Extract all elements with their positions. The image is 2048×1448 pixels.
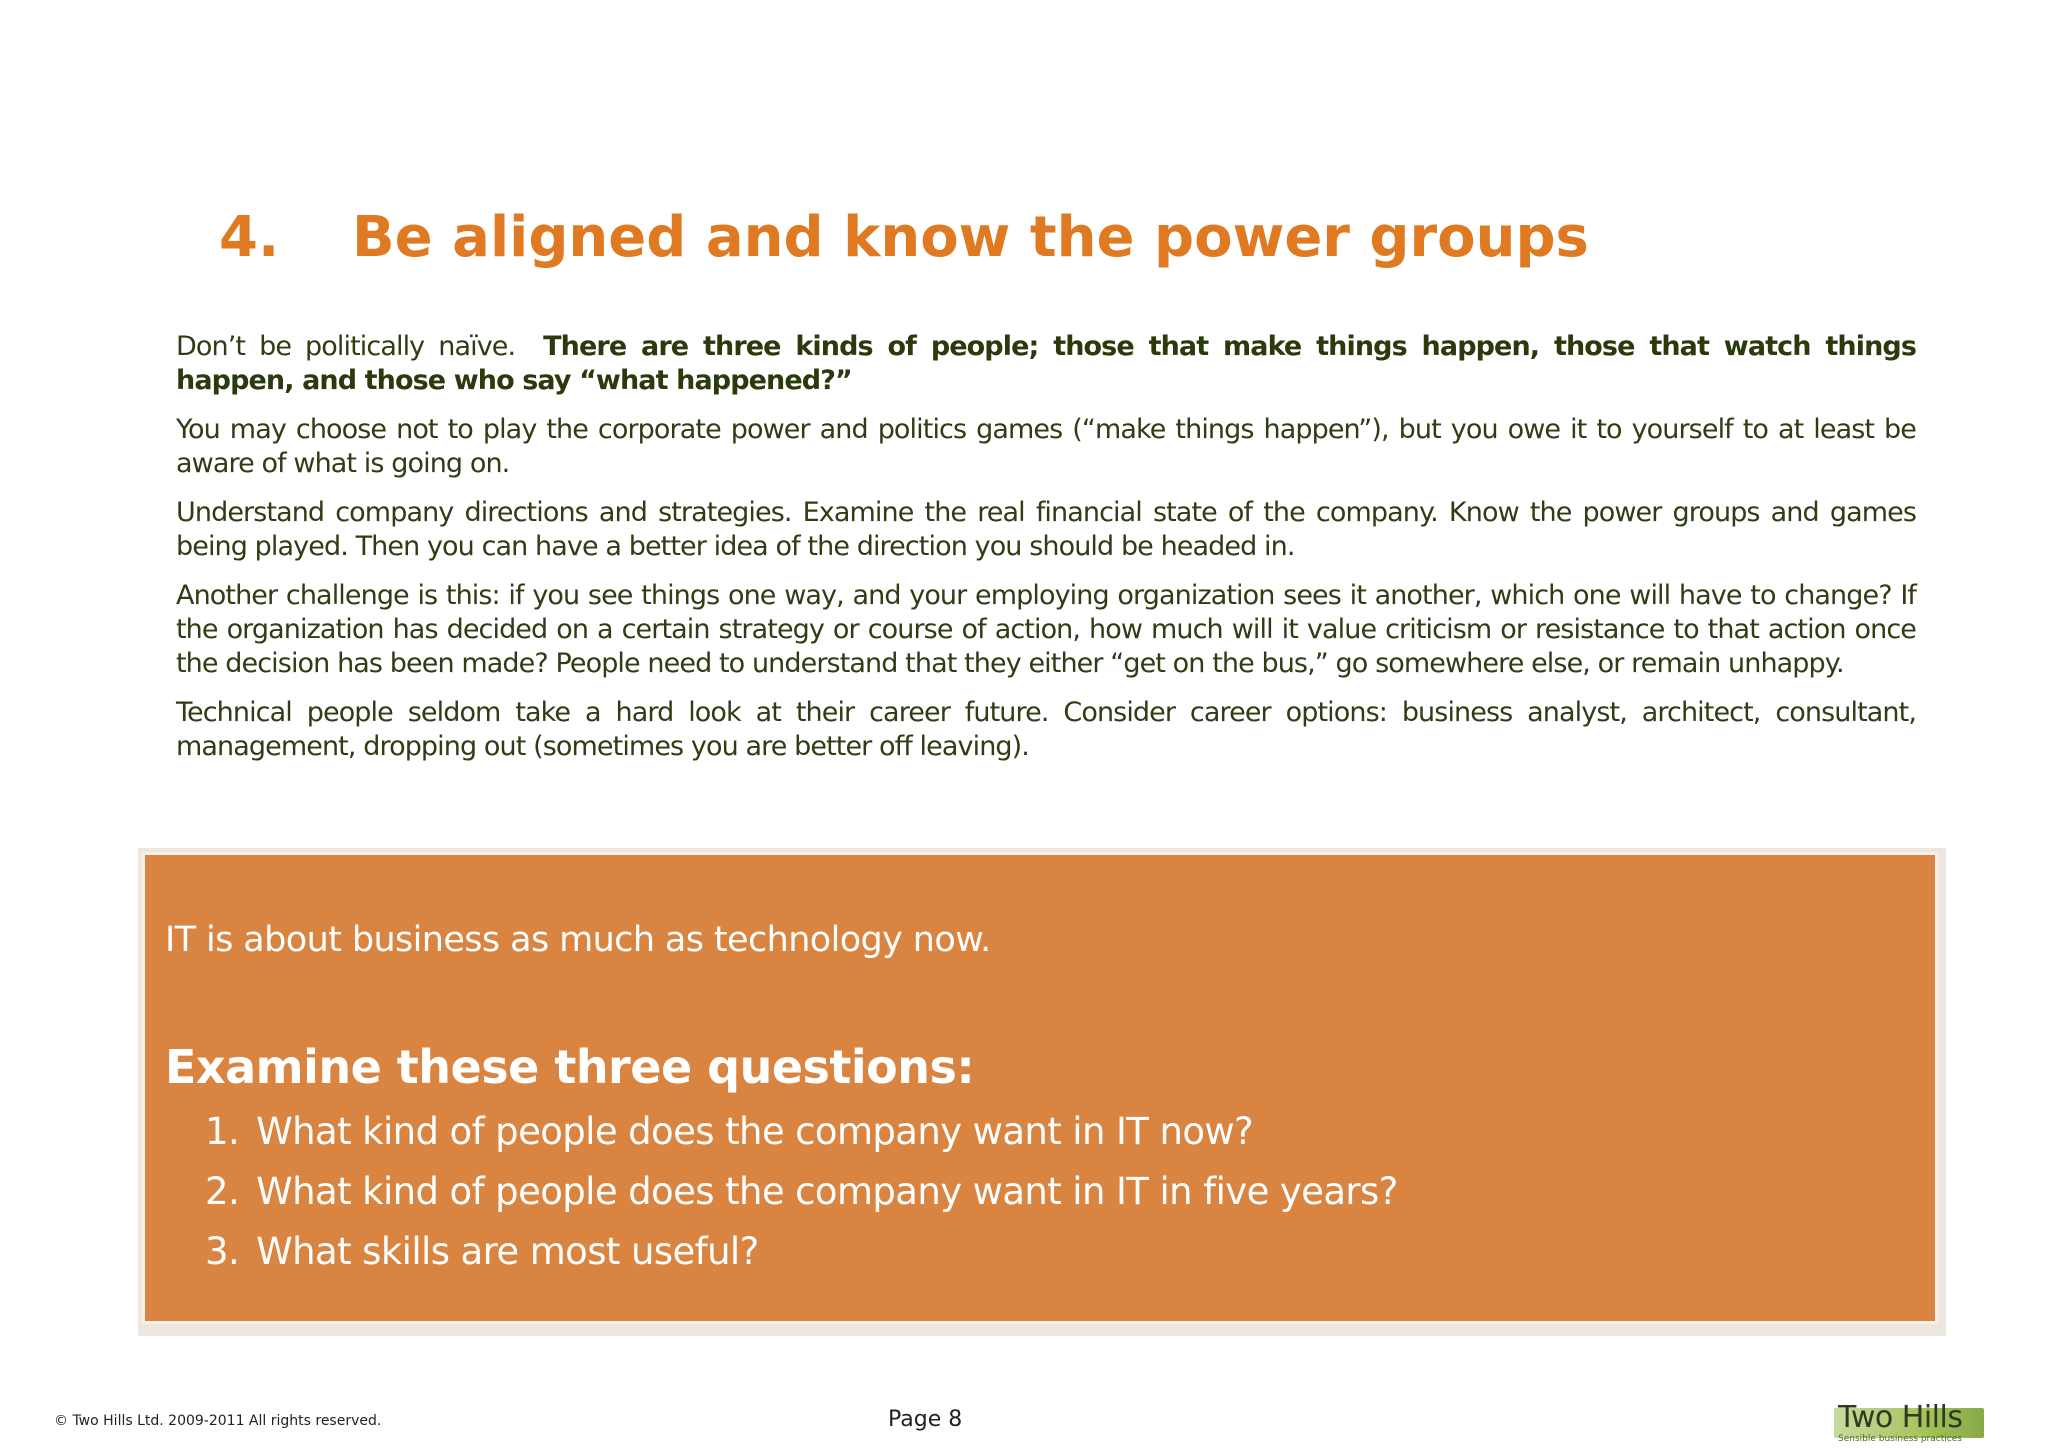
paragraph-1 [176,330,1916,398]
two-hills-logo [1834,1400,1992,1446]
question-number: 1. [205,1110,240,1153]
question-text: What skills are most useful? [256,1230,759,1273]
questions-list [205,1102,1398,1282]
callout-questions-title: Examine these three questions: [165,1040,975,1094]
paragraph-1-lead: Don’t be politically naïve. [176,331,516,362]
paragraph-1-emphasis: There are three kinds of people; those that make things happen, those that watch things happen, and those who say “what happened?” [176,331,1916,396]
section-heading [219,198,1589,278]
section-number: 4. [219,205,280,270]
section-title: Be aligned and know the power groups [352,205,1589,270]
question-item [205,1102,1398,1162]
paragraph-3: Understand company directions and strategies. Examine the real financial state of the company. Know the power groups and games being played. Then you can have a better idea of the direction you should be headed in. [176,497,1916,562]
body-text [176,330,1916,779]
question-number: 2. [205,1170,240,1213]
callout-box [142,852,1938,1324]
paragraph-4: Another challenge is this: if you see things one way, and your employing organization sees it another, which one will have to change? If the organization has decided on a certain strategy or course of action, how much will it value criticism or resistance to that action once the decision has been made? People need to understand that they either “get on the bus,” go somewhere else, or remain unhappy. [176,580,1916,679]
question-item [205,1162,1398,1222]
callout-lead: IT is about business as much as technology now. [165,920,991,960]
paragraph-5: Technical people seldom take a hard look at their career future. Consider career options: business analyst, architect, consultant, management, dropping out (sometimes you are better off leaving). [176,697,1916,762]
logo-name: Two Hills [1838,1400,1963,1435]
question-text: What kind of people does the company want in IT in five years? [256,1170,1398,1213]
footer-copyright: © Two Hills Ltd. 2009-2011 All rights reserved. [54,1413,382,1429]
logo-tagline: Sensible business practices [1838,1434,1962,1444]
page-number: Page 8 [888,1407,963,1432]
question-item [205,1222,1398,1282]
paragraph-2: You may choose not to play the corporate power and politics games (“make things happen”), but you owe it to yourself to at least be aware of what is going on. [176,414,1916,479]
question-text: What kind of people does the company want in IT now? [256,1110,1254,1153]
question-number: 3. [205,1230,240,1273]
